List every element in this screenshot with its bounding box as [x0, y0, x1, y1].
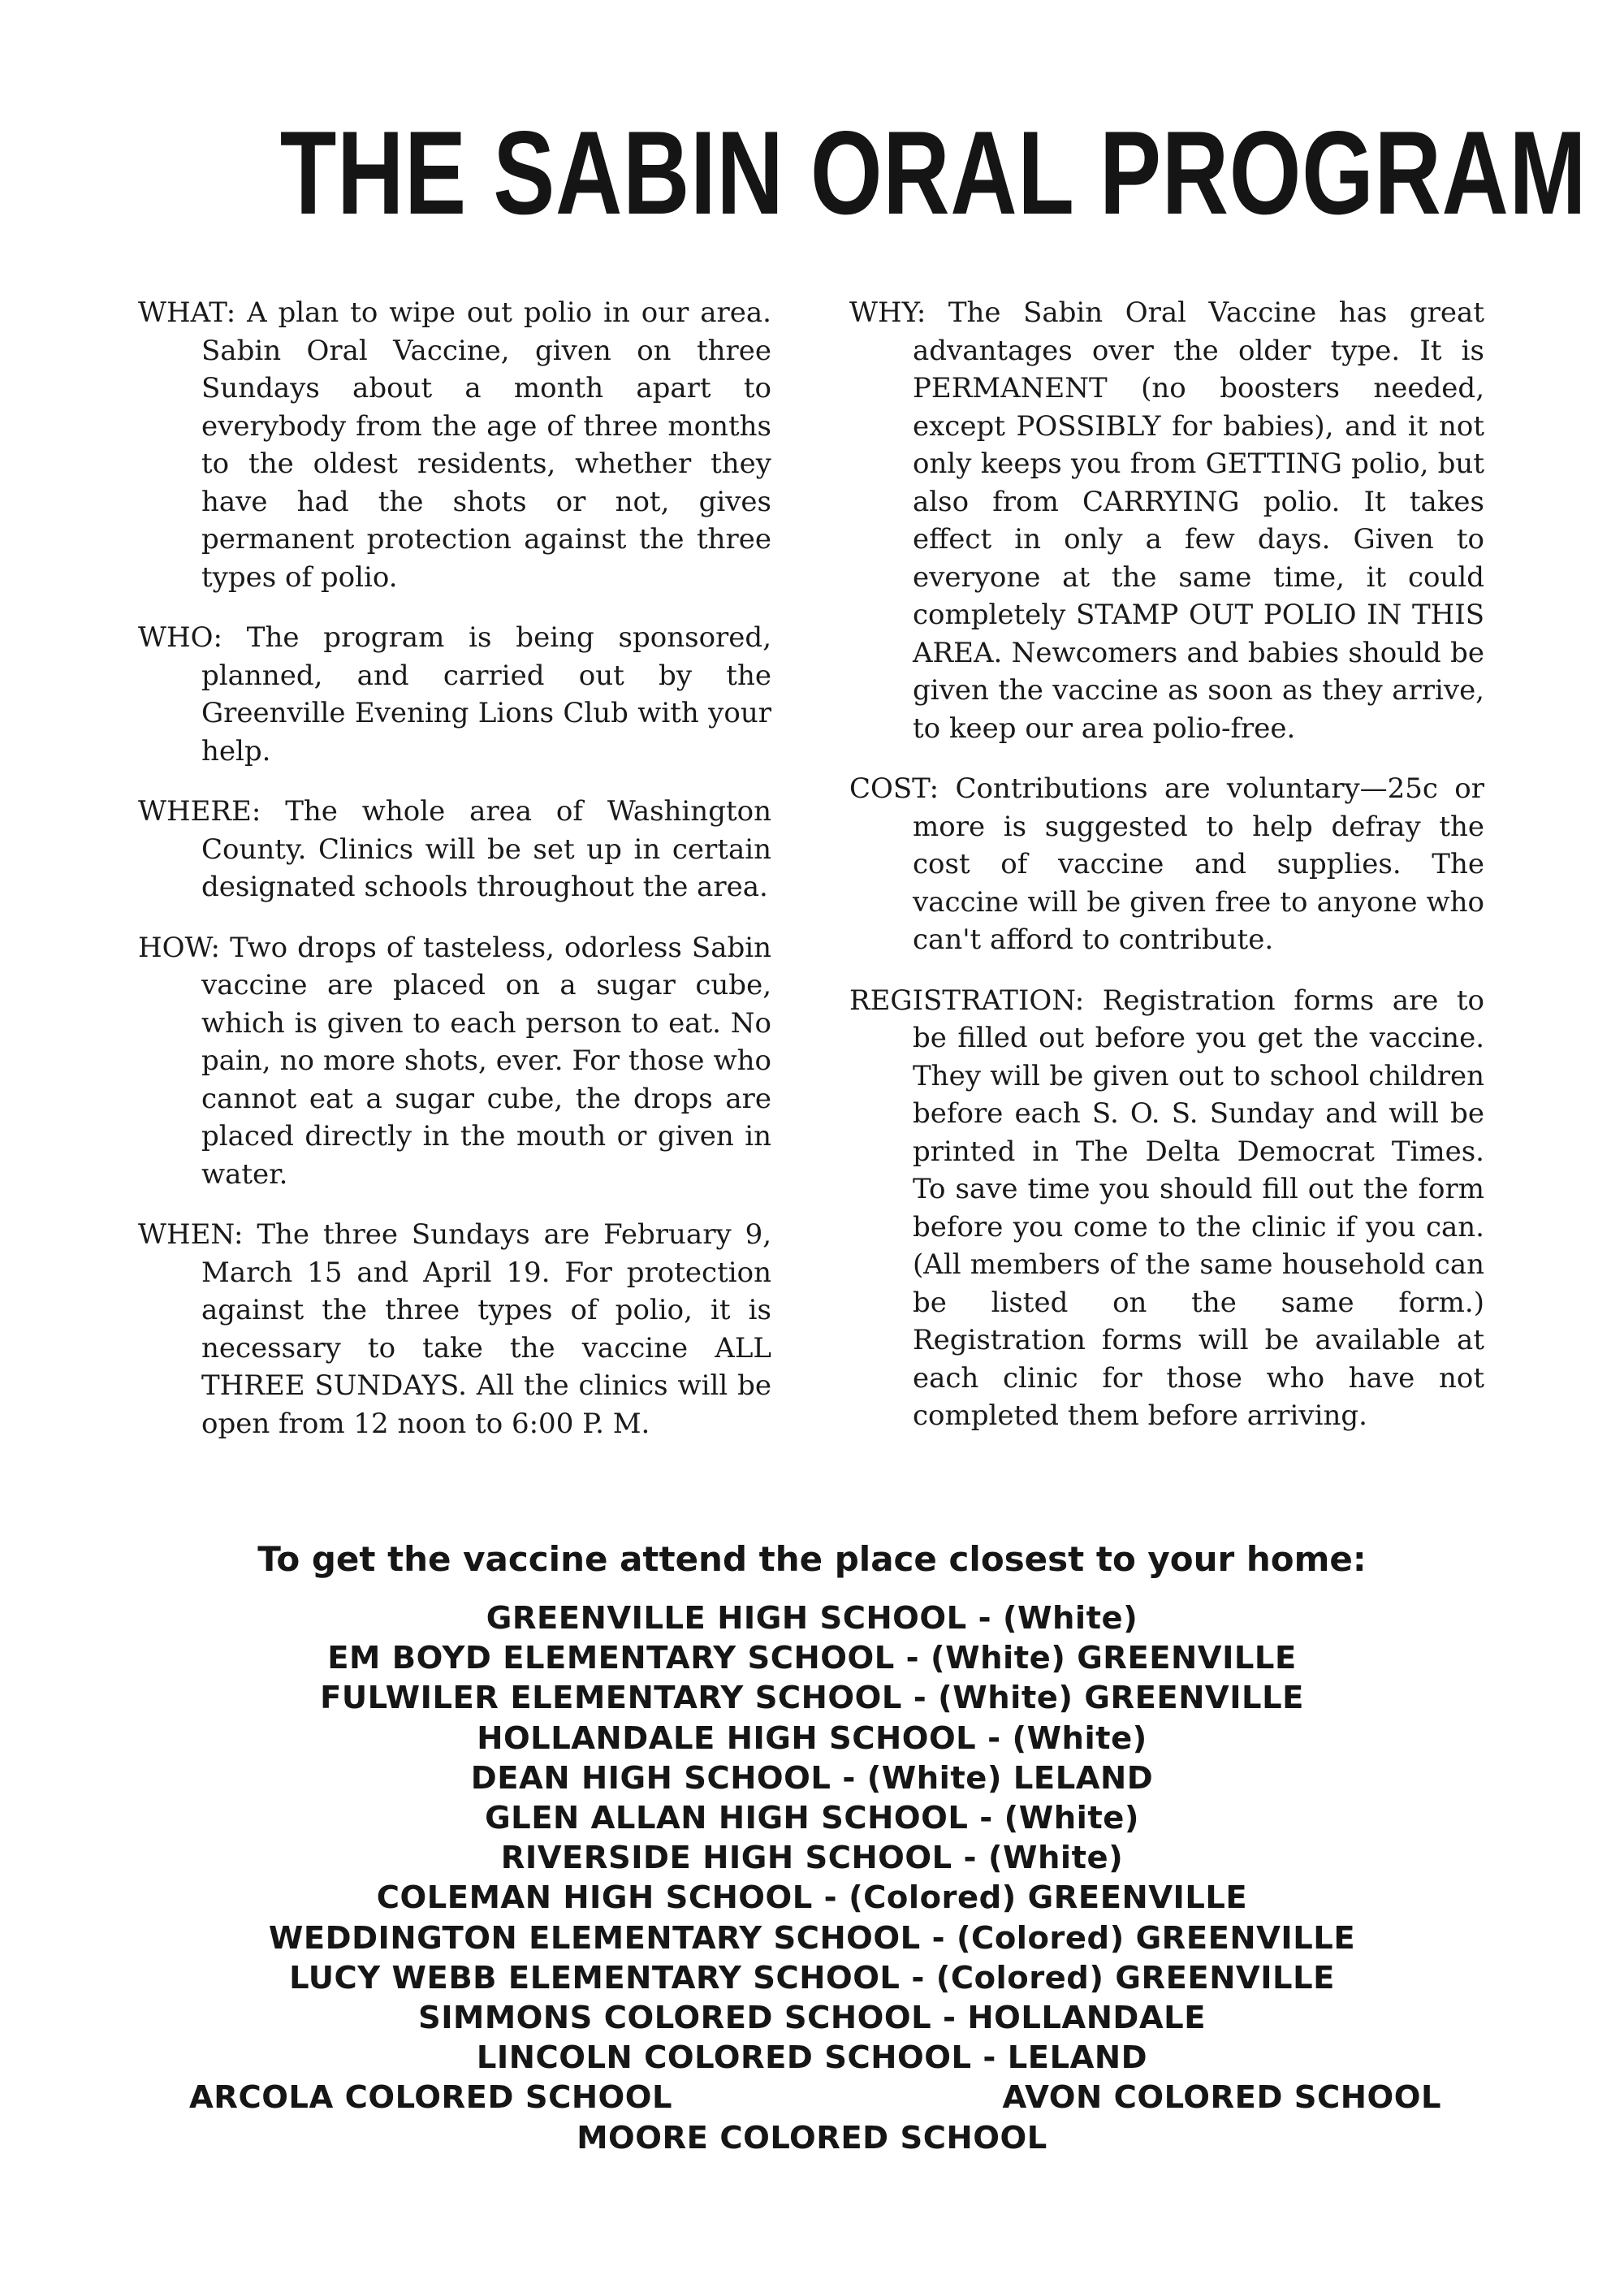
- school-item-arcola: ARCOLA COLORED SCHOOL: [189, 2079, 673, 2117]
- right-column: [849, 294, 1484, 1458]
- text-what: A plan to wipe out polio in our area. Sabin Oral Vaccine, given on three Sundays about a month apart to everybody from the age of three months to the oldest residents, whether they have had the shots or not, gives permanent protection against the three types of polio.: [201, 296, 771, 594]
- school-item: FULWILER ELEMENTARY SCHOOL - (White) GREENVILLE: [320, 1680, 1304, 1717]
- paragraph-when: [138, 1216, 771, 1442]
- school-item: COLEMAN HIGH SCHOOL - (Colored) GREENVILLE: [376, 1879, 1248, 1917]
- text-when: The three Sundays are February 9, March 15 and April 19. For protection against the three types of polio, it is necessary to take the vaccine ALL THREE SUNDAYS. All the clinics will be open from 12 noon to 6:00 P. M.: [201, 1218, 772, 1440]
- paragraph-cost: [849, 770, 1484, 959]
- label-why: WHY:: [849, 296, 926, 329]
- label-where: WHERE:: [138, 795, 261, 828]
- paragraph-registration: [849, 982, 1484, 1435]
- text-how: Two drops of tasteless, odorless Sabin vaccine are placed on a sugar cube, which is given to each person to eat. No pain, no more shots, ever. For those who cannot eat a sugar cube, the drops are placed directly in the mouth or given in water.: [201, 931, 771, 1191]
- school-item: GREENVILLE HIGH SCHOOL - (White): [486, 1600, 1138, 1637]
- school-item: EM BOYD ELEMENTARY SCHOOL - (White) GREENVILLE: [327, 1640, 1297, 1677]
- school-item: SIMMONS COLORED SCHOOL - HOLLANDALE: [417, 2000, 1207, 2037]
- paragraph-where: [138, 793, 771, 906]
- school-item: HOLLANDALE HIGH SCHOOL - (White): [477, 1719, 1147, 1757]
- attend-heading: To get the vaccine attend the place closest to your home:: [257, 1539, 1367, 1579]
- text-who: The program is being sponsored, planned, and carried out by the Greenville Evening Lions Club with your help.: [201, 621, 771, 768]
- page-title: THE SABIN ORAL PROGRAM: [279, 106, 1587, 239]
- school-list: [0, 1598, 1624, 2158]
- label-who: WHO:: [138, 621, 222, 654]
- text-where: The whole area of Washington County. Clinics will be set up in certain designated schools throughout the area.: [201, 795, 771, 903]
- school-item: WEDDINGTON ELEMENTARY SCHOOL - (Colored) GREENVILLE: [268, 1919, 1356, 1957]
- text-why: The Sabin Oral Vaccine has great advantages over the older type. It is PERMANENT (no boosters needed, except POSSIBLY for babies), and it not only keeps you from GETTING polio, but also from CARRYING polio. It takes effect in only a few days. Given to everyone at the same time, it could completely STAMP OUT POLIO IN THIS AREA. Newcomers and babies should be given the vaccine as soon as they arrive, to keep our area polio-free.: [913, 296, 1484, 745]
- text-registration: Registration forms are to be filled out before you get the vaccine. They will be given out to school children before each S. O. S. Sunday and will be printed in The Delta Democrat Times. To save time you should fill out the form before you come to the clinic if you can. (All members of the same household can be listed on the same form.) Registration forms will be available at each clinic for those who have not completed them before arriving.: [913, 984, 1485, 1432]
- label-cost: COST:: [849, 772, 939, 805]
- text-cost: Contributions are voluntary—25c or more is suggested to help defray the cost of vaccine and supplies. The vaccine will be given free to anyone who can't afford to contribute.: [913, 772, 1484, 956]
- school-item: GLEN ALLAN HIGH SCHOOL - (White): [485, 1800, 1139, 1837]
- school-item-avon: AVON COLORED SCHOOL: [1002, 2079, 1441, 2117]
- label-what: WHAT:: [138, 296, 236, 329]
- school-item: LINCOLN COLORED SCHOOL - LELAND: [476, 2039, 1148, 2077]
- paragraph-what: [138, 294, 771, 596]
- paragraph-how: [138, 929, 771, 1194]
- label-registration: REGISTRATION:: [849, 984, 1085, 1017]
- school-item: DEAN HIGH SCHOOL - (White) LELAND: [470, 1759, 1154, 1797]
- left-column: [138, 294, 771, 1465]
- school-item-moore: MOORE COLORED SCHOOL: [577, 2119, 1047, 2156]
- school-pair-row: [0, 2078, 1624, 2117]
- paragraph-who: [138, 619, 771, 770]
- label-how: HOW:: [138, 931, 220, 964]
- label-when: WHEN:: [138, 1218, 244, 1251]
- school-item: LUCY WEBB ELEMENTARY SCHOOL - (Colored) GREENVILLE: [289, 1959, 1335, 1996]
- paragraph-why: [849, 294, 1484, 747]
- school-item: RIVERSIDE HIGH SCHOOL - (White): [500, 1840, 1124, 1877]
